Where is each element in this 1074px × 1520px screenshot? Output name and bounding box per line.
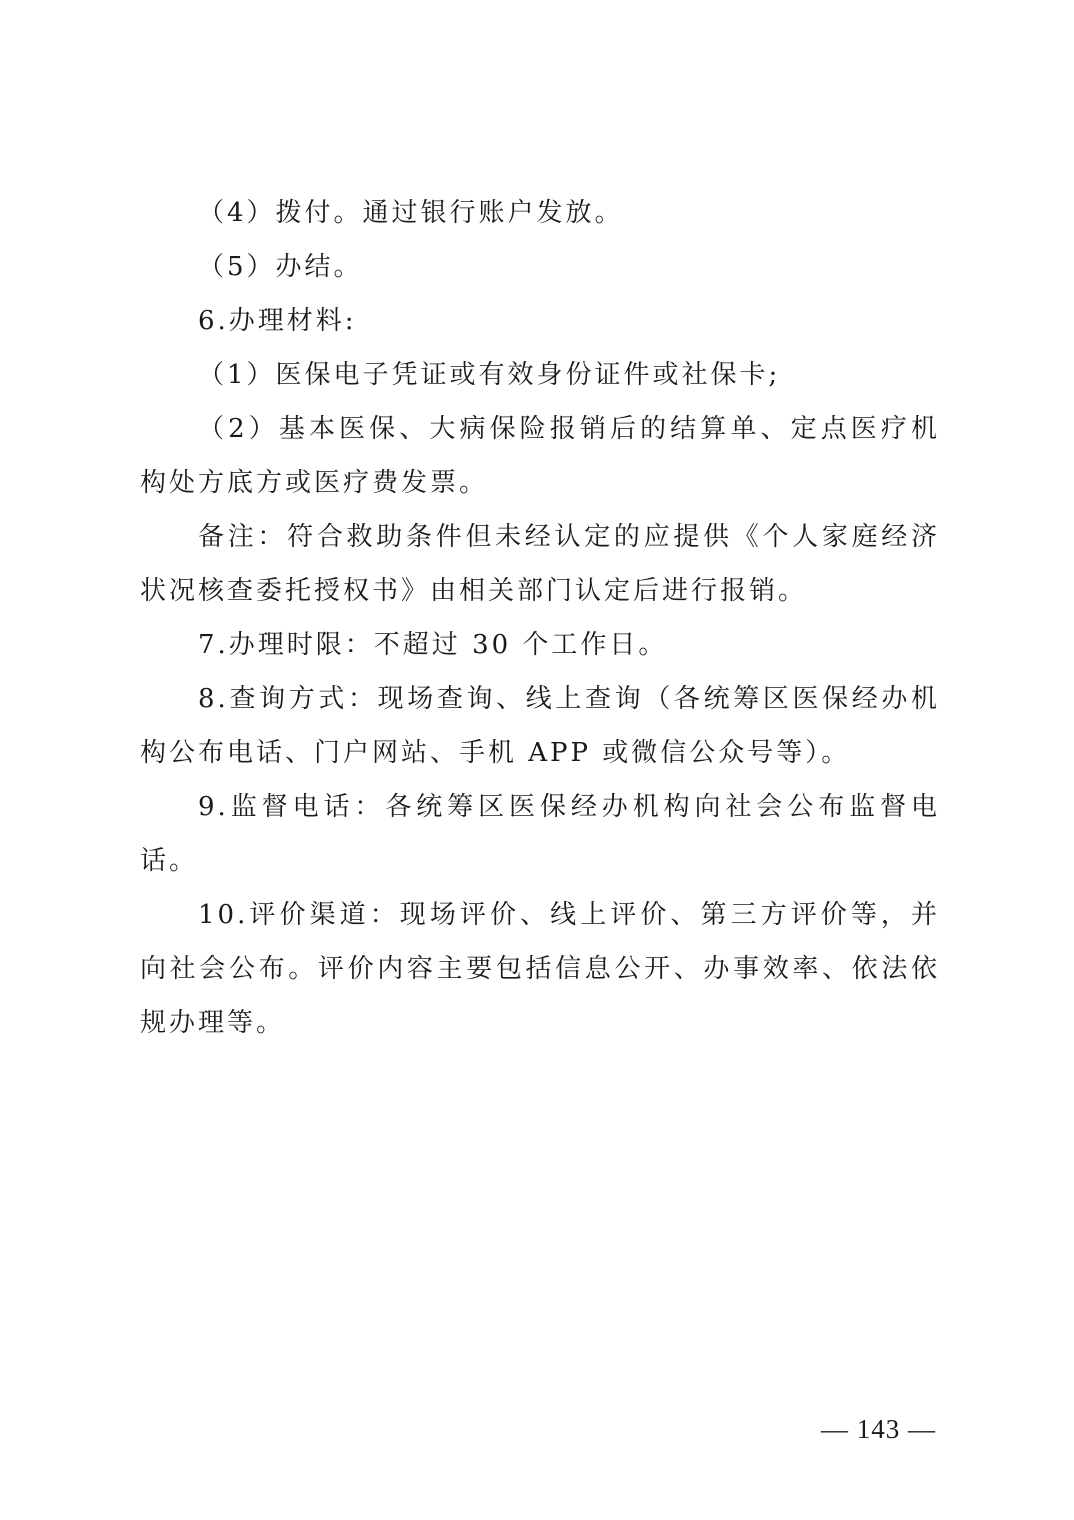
paragraph-remark: 备注：符合救助条件但未经认定的应提供《个人家庭经济状况核查委托授权书》由相关部门认定后进行报销。 bbox=[140, 522, 940, 606]
paragraph-supervision-phone: 9.监督电话：各统筹区医保经办机构向社会公布监督电话。 bbox=[140, 792, 940, 876]
paragraph-completion: （5）办结。 bbox=[198, 252, 363, 282]
paragraph-evaluation-channel: 10.评价渠道：现场评价、线上评价、第三方评价等，并向社会公布。评价内容主要包括信息公开、办事效率、依法依规办理等。 bbox=[140, 900, 940, 1038]
page-number: — 143 — bbox=[821, 1414, 936, 1444]
paragraph-material-1: （1）医保电子凭证或有效身份证件或社保卡; bbox=[198, 360, 781, 390]
paragraph-material-2: （2）基本医保、大病保险报销后的结算单、定点医疗机构处方底方或医疗费发票。 bbox=[140, 414, 940, 498]
paragraph-query-method: 8.查询方式：现场查询、线上查询（各统筹区医保经办机构公布电话、门户网站、手机 APP 或微信公众号等）。 bbox=[140, 684, 940, 768]
body-text bbox=[140, 186, 940, 1050]
paragraph-materials-heading: 6.办理材料: bbox=[198, 306, 357, 336]
paragraph-disbursement: （4）拨付。通过银行账户发放。 bbox=[198, 198, 624, 228]
paragraph-time-limit: 7.办理时限：不超过 30 个工作日。 bbox=[198, 630, 668, 660]
